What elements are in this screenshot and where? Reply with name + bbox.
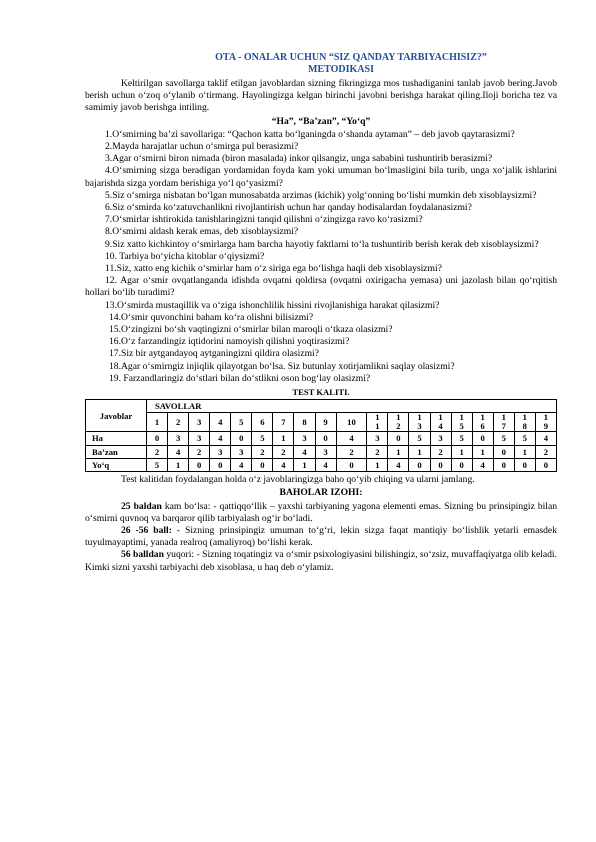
question-text: O‘smirni aldash kerak emas, deb xisoblaysizmi? [112, 226, 299, 238]
column-header: 1 5 [451, 413, 472, 432]
question-number: 4. [105, 165, 113, 177]
table-row [86, 458, 557, 471]
column-header: 8 [294, 413, 315, 432]
question-text: O‘smirda mustaqillik va o‘ziga ishonchlilik hissini rivojlanishiga harakat qilasizmi? [117, 299, 440, 311]
score-cell: 2 [273, 445, 294, 458]
question-item [85, 129, 557, 141]
question-item [85, 336, 557, 348]
column-header: 2 [168, 413, 189, 432]
column-header: 3 [189, 413, 210, 432]
score-explanation [85, 549, 557, 573]
column-header: 1 8 [514, 413, 535, 432]
question-text: Agar o‘smirni biron nimada (biron masalada) inkor qilsangiz, unga sababini tushuntirib berasizmi? [112, 153, 493, 165]
answer-options: “Ha”, “Ba’zan”, “Yo‘q” [271, 115, 371, 127]
score-cell: 0 [535, 458, 556, 471]
question-number: 14. [109, 311, 121, 323]
question-number: 2. [105, 141, 113, 153]
question-number: 17. [109, 348, 121, 360]
score-cell: 3 [367, 432, 388, 445]
score-cell: 2 [336, 445, 367, 458]
score-cell: 3 [189, 432, 210, 445]
row-label: Yo‘q [86, 458, 147, 471]
question-number: 6. [105, 202, 113, 214]
score-range: 56 balldan [121, 549, 164, 561]
document-title: OTA - ONALAR UCHUN “SIZ QANDAY TARBIYACHISIZ?” [215, 52, 487, 63]
score-cell: 2 [252, 445, 273, 458]
score-cell: 1 [472, 445, 493, 458]
score-cell: 0 [315, 432, 336, 445]
score-cell: 1 [367, 458, 388, 471]
question-list [85, 129, 557, 385]
score-cell: 0 [231, 432, 252, 445]
score-cell: 4 [210, 432, 231, 445]
question-item [85, 165, 557, 189]
question-text: O‘zingizni bo‘sh vaqtingizni o‘smirlar bilan maroqli o‘tkaza olasizmi? [121, 324, 393, 336]
question-number: 10. [105, 250, 117, 262]
score-cell: 0 [147, 432, 168, 445]
question-text: Siz o‘smirda ko‘zatuvchanlikni rivojlantirish uchun har qanday hodisalardan foydalanasizmi? [112, 202, 472, 214]
score-cell: 0 [493, 445, 514, 458]
question-text: Farzandlaringiz do‘stlari bilan do‘stlikni oson bog‘lay olasizmi? [121, 372, 371, 384]
score-range: 26 -56 ball: [121, 524, 172, 536]
score-cell: 1 [451, 445, 472, 458]
column-header: 7 [273, 413, 294, 432]
column-header: 4 [210, 413, 231, 432]
score-cell: 0 [336, 458, 367, 471]
question-item [85, 275, 557, 299]
score-cell: 2 [430, 445, 451, 458]
score-cell: 3 [210, 445, 231, 458]
scores-title: BAHOLAR IZOHI: [279, 487, 363, 499]
column-header: 1 [147, 413, 168, 432]
question-number: 13. [105, 299, 117, 311]
column-header: 1 1 [367, 413, 388, 432]
question-text: Tarbiya bo‘yicha kitoblar o‘qiysizmi? [117, 250, 265, 262]
column-header: 1 9 [535, 413, 556, 432]
column-header: 1 6 [472, 413, 493, 432]
column-header: 9 [315, 413, 336, 432]
score-cell: 0 [252, 458, 273, 471]
question-text: Siz bir aytgandayoq aytganingizni qildira olasizmi? [121, 348, 319, 360]
question-item [85, 348, 557, 360]
table-body [86, 432, 557, 472]
question-number: 12. [105, 275, 117, 287]
column-header: 1 4 [430, 413, 451, 432]
question-text: Agar o‘smirngiz injiqlik qilayotgan bo‘lsa. Siz butunlay xotirjamlikni saqlay olasizmi? [121, 360, 455, 372]
intro-paragraph: Keltirilgan savollarga taklif etilgan javoblardan sizning fikringizga mos tushadiganini tanlab javob bering.Javob berish uchun o‘zoq o‘ylanib o‘tirmang. Hayolingizga kelgan birinchi javobni berishga harakat qiling.Iloji boricha tez va samimiy javob berishga intiling. [85, 78, 557, 114]
table-row [86, 445, 557, 458]
question-item [85, 300, 557, 312]
question-item [85, 153, 557, 165]
row-header-cell: Javoblar [86, 400, 147, 432]
question-item [85, 202, 557, 214]
score-text: - Sizning prinsipingiz umuman to‘g‘ri, lekin sizga faqat mantiqiy bo‘lishlik yetarli emasdek tuyulmayaptimi, yanada realroq (amaliyroq) bo‘lishi kerak. [85, 524, 557, 549]
score-cell: 5 [409, 432, 430, 445]
score-cell: 4 [472, 458, 493, 471]
question-item [85, 361, 557, 373]
column-header-row [86, 413, 557, 432]
question-item [85, 312, 557, 324]
question-text: O‘z farzandingiz iqtidorini namoyish qilishni yoqtirasizmi? [121, 336, 350, 348]
question-number: 7. [105, 214, 113, 226]
score-cell: 5 [514, 432, 535, 445]
document-page [85, 52, 557, 574]
column-header: 1 3 [409, 413, 430, 432]
question-number: 19. [109, 372, 121, 384]
scoring-note: Test kalitidan foydalangan holda o‘z javoblaringizga baho qo‘yib chiqing va ularni jamlang. [121, 474, 475, 486]
score-cell: 0 [388, 432, 409, 445]
question-text: Siz xatto kichkintoy o‘smirlarga ham barcha hayotiy faktlarni to‘la tushuntirib berish kerak deb xisoblaysizmi? [112, 238, 539, 250]
test-key-title: TEST KALITI. [292, 387, 350, 398]
score-cell: 3 [315, 445, 336, 458]
score-cell: 5 [252, 432, 273, 445]
question-item [85, 190, 557, 202]
score-cell: 1 [514, 445, 535, 458]
question-item [85, 214, 557, 226]
question-number: 5. [105, 189, 113, 201]
question-number: 9. [105, 238, 113, 250]
score-cell: 4 [535, 432, 556, 445]
score-text: kam bo‘lsa: - qattiqqo‘llik – yaxshi tarbiyaning yagona elementi emas. Sizning bu prinsipingiz bilan o‘smirni quvnoq va barqaror qilib tarbiyalash og‘ir bo‘ladi. [85, 500, 558, 524]
row-label: Ba’zan [86, 445, 147, 458]
question-text: O‘smirning sizga beradigan yordamidan foyda kam yoki umuman bo‘lmasligini bila turib, unga xo‘jalik ishlarini bajarishda sizga yordam berishiga yo‘l qo‘yasizmi? [85, 165, 557, 189]
document-subtitle: METODIKASI [308, 64, 374, 75]
question-text: Mayda harajatlar uchun o‘smirga pul berasizmi? [112, 141, 299, 153]
score-cell: 0 [493, 458, 514, 471]
question-number: 8. [105, 226, 113, 238]
score-explanation [85, 525, 557, 549]
score-cell: 2 [189, 445, 210, 458]
question-item [85, 373, 557, 385]
question-number: 1. [105, 128, 113, 140]
score-cell: 5 [493, 432, 514, 445]
score-explanation [85, 501, 557, 525]
column-header: 6 [252, 413, 273, 432]
score-text: yuqori: - Sizning toqatingiz va o‘smir psixologiyasini bilishingiz, so‘zsiz, muvaffaqiyatga olib keladi. Kimki sizni yaxshi tarbiyachi deb xisoblasa, u haq deb o‘ylamiz. [85, 549, 557, 573]
question-number: 18. [109, 360, 121, 372]
question-number: 11. [105, 263, 117, 275]
score-cell: 0 [430, 458, 451, 471]
score-range: 25 baldan [121, 500, 162, 512]
scores-list [85, 501, 557, 574]
score-cell: 5 [451, 432, 472, 445]
column-header: 1 2 [388, 413, 409, 432]
question-text: Agar o‘smir ovqatlanganda idishda ovqatni qoldirsa (ovqatni oxirigacha yemasa) uni jazolash bilan qo‘rqitish hollari bo‘lib turadimi? [85, 275, 557, 299]
score-cell: 3 [294, 432, 315, 445]
score-cell: 1 [409, 445, 430, 458]
score-cell: 0 [451, 458, 472, 471]
question-item [85, 141, 557, 153]
score-cell: 0 [189, 458, 210, 471]
score-cell: 0 [210, 458, 231, 471]
question-number: 3. [105, 153, 113, 165]
test-key-table [85, 399, 557, 472]
score-cell: 3 [231, 445, 252, 458]
question-text: Siz, xatto eng kichik o‘smirlar ham o‘z siriga ega bo‘lishga haqli deb xisoblaysizmi? [116, 263, 442, 275]
row-label: Ha [86, 432, 147, 445]
score-cell: 0 [514, 458, 535, 471]
score-cell: 3 [430, 432, 451, 445]
score-cell: 4 [294, 445, 315, 458]
score-cell: 2 [147, 445, 168, 458]
score-cell: 4 [388, 458, 409, 471]
score-cell: 4 [336, 432, 367, 445]
score-cell: 1 [168, 458, 189, 471]
score-cell: 2 [535, 445, 556, 458]
question-number: 15. [109, 324, 121, 336]
score-cell: 1 [294, 458, 315, 471]
question-number: 16. [109, 336, 121, 348]
score-cell: 4 [168, 445, 189, 458]
score-cell: 3 [168, 432, 189, 445]
score-cell: 4 [315, 458, 336, 471]
question-text: Siz o‘smirga nisbatan bo‘lgan munosabatda arzimas (kichik) yolg‘onning bo‘lishi mumkin deb xisoblaysizmi? [112, 189, 537, 201]
column-header: 5 [231, 413, 252, 432]
question-text: O‘smir quvonchini baham ko‘ra olishni bilisizmi? [121, 311, 314, 323]
score-cell: 1 [388, 445, 409, 458]
score-cell: 0 [409, 458, 430, 471]
question-item [85, 226, 557, 238]
score-cell: 1 [273, 432, 294, 445]
question-item [85, 324, 557, 336]
score-cell: 4 [273, 458, 294, 471]
question-text: O‘smirning ba’zi savollariga: “Qachon katta bo‘lganingda o‘shanda aytaman” – deb javob qaytarasizmi? [112, 128, 515, 140]
question-text: O‘smirlar ishtirokida tanishlaringizni tanqid qilishni o‘zingizga ravo ko‘rasizmi? [112, 214, 423, 226]
question-item [85, 239, 557, 251]
score-cell: 0 [472, 432, 493, 445]
score-cell: 2 [367, 445, 388, 458]
score-cell: 4 [231, 458, 252, 471]
table-row [86, 432, 557, 445]
question-item [85, 263, 557, 275]
column-header: 1 7 [493, 413, 514, 432]
question-item [85, 251, 557, 263]
score-cell: 5 [147, 458, 168, 471]
group-header-cell: SAVOLLAR [147, 400, 557, 413]
column-header: 10 [336, 413, 367, 432]
